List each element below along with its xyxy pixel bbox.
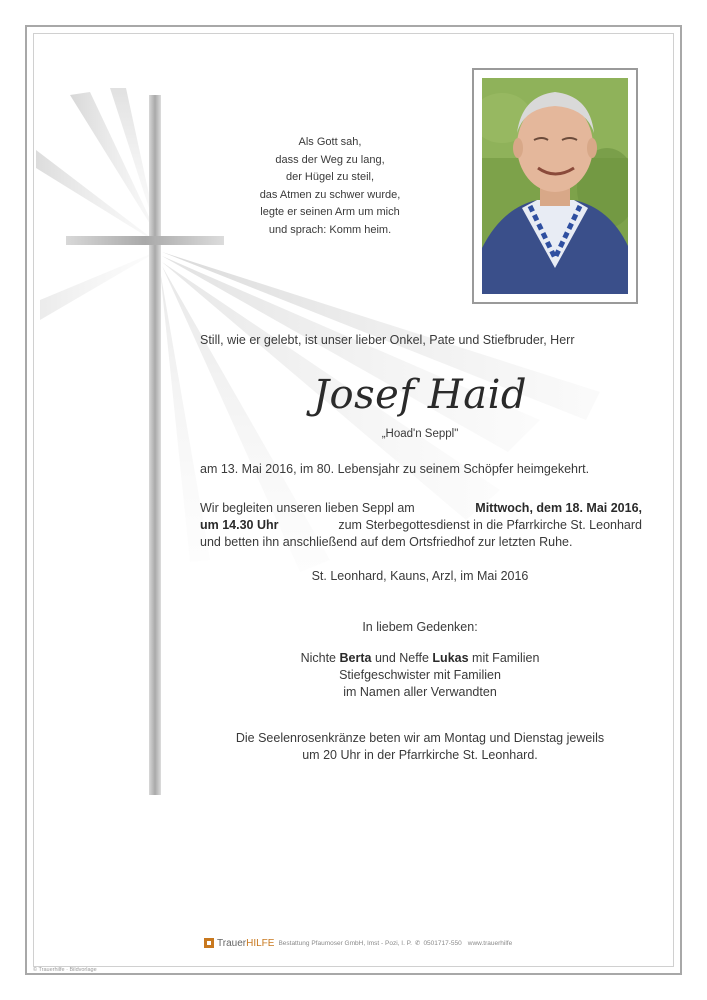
funeral-date: Mittwoch, dem 18. Mai 2016,: [475, 501, 642, 515]
mourner-text: mit Familien: [472, 651, 540, 665]
phone-icon: ✆: [414, 940, 421, 947]
brand-name: [217, 938, 274, 949]
poem-line: das Atmen zu schwer wurde,: [259, 188, 401, 201]
poem-line: der Hügel zu steil,: [285, 171, 375, 183]
brand-name-b: HILFE: [246, 937, 275, 949]
funeral-time: um 14.30 Uhr: [200, 518, 279, 532]
mourners-line: im Namen aller Verwandten: [343, 685, 497, 699]
poem-line: und sprach: Komm heim.: [268, 223, 392, 236]
footer: [204, 936, 524, 950]
nickname: „Hoad'n Seppl": [381, 428, 459, 440]
trauerhilfe-logo-icon: [204, 938, 214, 948]
death-notice: am 13. Mai 2016, im 80. Lebensjahr zu seinem Schöpfer heimgekehrt.: [200, 462, 590, 476]
rosary-line: Die Seelenrosenkränze beten wir am Montag und Dienstag jeweils: [235, 731, 605, 745]
funeral-text: und betten ihn anschließend auf dem Ortsfriedhof zur letzten Ruhe.: [200, 535, 573, 549]
website[interactable]: www.trauerhilfe: [467, 939, 513, 947]
poem: [230, 134, 430, 239]
mourners-list: [230, 650, 610, 701]
mourner-text: und Neffe: [374, 651, 429, 665]
rosary-line: um 20 Uhr in der Pfarrkirche St. Leonhard.: [302, 748, 538, 762]
mourner-name: Berta: [339, 651, 372, 665]
copyright-note: © Trauerhilfe · Bildvorlage: [33, 967, 97, 973]
poem-line: Als Gott sah,: [298, 136, 362, 148]
funeral-text: zum Sterbegottesdienst in die Pfarrkirche St. Leonhard: [338, 518, 642, 532]
in-memory-heading: In liebem Gedenken:: [362, 620, 478, 634]
portrait-photo: [482, 78, 628, 294]
poem-line: dass der Weg zu lang,: [275, 153, 385, 166]
mourners-line: [230, 650, 610, 667]
intro-text: Still, wie er gelebt, ist unser lieber Onkel, Pate und Stiefbruder, Herr: [200, 333, 575, 347]
deceased-name: Josef Haid: [313, 372, 527, 418]
place-date: St. Leonhard, Kauns, Arzl, im Mai 2016: [311, 569, 529, 583]
mourners-line: Stiefgeschwister mit Familien: [339, 668, 501, 682]
mourner-text: Nichte: [300, 651, 337, 665]
funeral-details: [200, 500, 642, 551]
phone-number: 0501717-550: [423, 939, 462, 947]
poem-line: legte er seinen Arm um mich: [260, 206, 400, 218]
brand-name-a: Trauer: [217, 937, 247, 949]
funeral-text: Wir begleiten unseren lieben Seppl am: [200, 501, 415, 515]
company-name: Bestattung Pfaumoser GmbH, Imst - Pozi, I. P.: [278, 939, 412, 947]
portrait-frame: [472, 68, 638, 304]
mourner-name: Lukas: [432, 651, 469, 665]
rosary-notice: [200, 730, 640, 764]
